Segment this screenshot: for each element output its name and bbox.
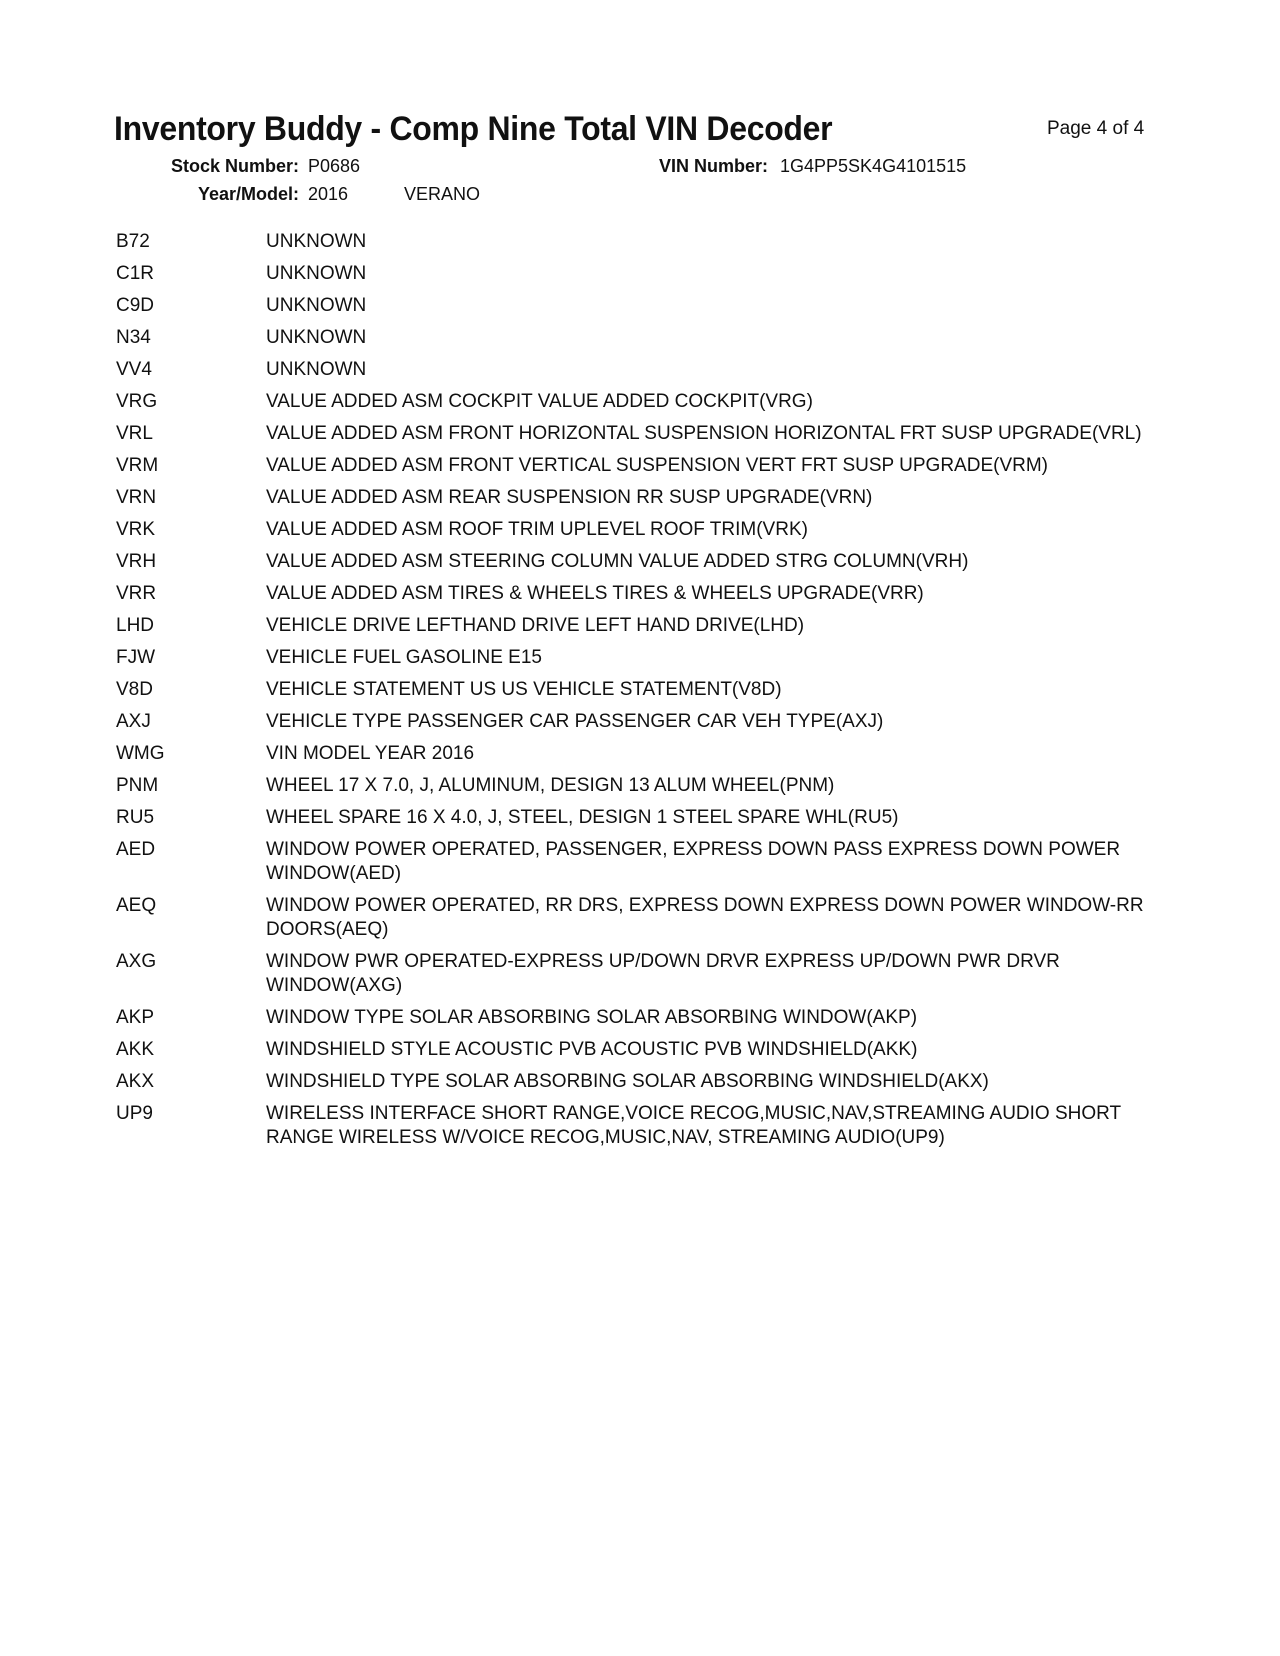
option-row [116, 1102, 1176, 1150]
option-code: VRN [116, 487, 157, 508]
option-row [116, 422, 1176, 446]
option-description: WINDOW POWER OPERATED, PASSENGER, EXPRESS DOWN PASS EXPRESS DOWN POWER WINDOW(AED) [266, 839, 1121, 884]
option-code: PNM [116, 775, 159, 796]
option-code: VRK [116, 519, 156, 540]
option-description: UNKNOWN [266, 263, 367, 284]
option-row [116, 486, 1176, 510]
option-description: VALUE ADDED ASM STEERING COLUMN VALUE ADDED STRG COLUMN(VRH) [266, 551, 969, 572]
option-description: VEHICLE TYPE PASSENGER CAR PASSENGER CAR VEH TYPE(AXJ) [266, 711, 884, 732]
stock-number-value: P0686 [308, 156, 361, 176]
option-description: WINDSHIELD STYLE ACOUSTIC PVB ACOUSTIC PVB WINDSHIELD(AKK) [266, 1039, 918, 1060]
option-description: WINDOW TYPE SOLAR ABSORBING SOLAR ABSORBING WINDOW(AKP) [266, 1007, 918, 1028]
option-code: AKK [116, 1039, 155, 1060]
option-row [116, 454, 1176, 478]
option-code: V8D [116, 679, 153, 700]
option-description: UNKNOWN [266, 295, 367, 316]
document-title: Inventory Buddy - Comp Nine Total VIN Decoder [114, 110, 833, 148]
option-code: AEQ [116, 895, 157, 916]
option-row [116, 614, 1176, 638]
year-value: 2016 [308, 184, 349, 204]
option-code: UP9 [116, 1103, 153, 1124]
option-row [116, 1070, 1176, 1094]
option-description: VALUE ADDED ASM FRONT HORIZONTAL SUSPENSION HORIZONTAL FRT SUSP UPGRADE(VRL) [266, 423, 1142, 444]
option-row [116, 742, 1176, 766]
option-code: FJW [116, 647, 156, 668]
option-code: B72 [116, 231, 150, 252]
year-model-label: Year/Model: [197, 184, 299, 204]
option-row [116, 230, 1176, 254]
option-code: VRH [116, 551, 157, 572]
option-description: VALUE ADDED ASM COCKPIT VALUE ADDED COCKPIT(VRG) [266, 391, 813, 412]
option-code: LHD [116, 615, 155, 636]
option-row [116, 1006, 1176, 1030]
model-value: VERANO [404, 184, 481, 204]
page-number: Page 4 of 4 [1047, 118, 1145, 139]
option-row [116, 806, 1176, 830]
option-description: VALUE ADDED ASM REAR SUSPENSION RR SUSP UPGRADE(VRN) [266, 487, 873, 508]
option-code: VRM [116, 455, 159, 476]
option-description: VALUE ADDED ASM FRONT VERTICAL SUSPENSION VERT FRT SUSP UPGRADE(VRM) [266, 455, 1048, 476]
option-description: WIRELESS INTERFACE SHORT RANGE,VOICE RECOG,MUSIC,NAV,STREAMING AUDIO SHORT RANGE WIRELESS W/VOICE RECOG,MUSIC,NAV, STREAMING AUDIO(UP9) [266, 1103, 1121, 1148]
option-code: VRR [116, 583, 157, 604]
option-row [116, 646, 1176, 670]
option-row [116, 678, 1176, 702]
vin-number-value: 1G4PP5SK4G4101515 [780, 156, 967, 176]
option-code: C9D [116, 295, 155, 316]
option-description: VALUE ADDED ASM TIRES & WHEELS TIRES & WHEELS UPGRADE(VRR) [266, 583, 924, 604]
option-description: UNKNOWN [266, 327, 367, 348]
option-code: AKP [116, 1007, 155, 1028]
option-row [116, 710, 1176, 734]
option-description: WHEEL 17 X 7.0, J, ALUMINUM, DESIGN 13 ALUM WHEEL(PNM) [266, 775, 835, 796]
option-description: UNKNOWN [266, 231, 367, 252]
option-row [116, 894, 1176, 942]
option-code: C1R [116, 263, 155, 284]
option-row [116, 518, 1176, 542]
option-description: VEHICLE STATEMENT US US VEHICLE STATEMENT(V8D) [266, 679, 782, 700]
option-code-list [116, 230, 1176, 1158]
option-row [116, 326, 1176, 350]
option-code: VRL [116, 423, 153, 444]
option-description: WHEEL SPARE 16 X 4.0, J, STEEL, DESIGN 1 STEEL SPARE WHL(RU5) [266, 807, 899, 828]
option-description: VEHICLE FUEL GASOLINE E15 [266, 647, 542, 668]
stock-number-label: Stock Number: [170, 156, 299, 176]
option-code: AXG [116, 951, 157, 972]
option-code: VV4 [116, 359, 152, 380]
option-row [116, 1038, 1176, 1062]
option-description: WINDOW POWER OPERATED, RR DRS, EXPRESS DOWN EXPRESS DOWN POWER WINDOW-RR DOORS(AEQ) [266, 895, 1144, 940]
vin-number-label: VIN Number: [658, 156, 768, 176]
option-row [116, 262, 1176, 286]
option-description: UNKNOWN [266, 359, 367, 380]
option-description: VEHICLE DRIVE LEFTHAND DRIVE LEFT HAND DRIVE(LHD) [266, 615, 805, 636]
option-code: AED [116, 839, 156, 860]
option-description: WINDSHIELD TYPE SOLAR ABSORBING SOLAR ABSORBING WINDSHIELD(AKX) [266, 1071, 989, 1092]
option-row [116, 950, 1176, 998]
option-row [116, 838, 1176, 886]
option-code: WMG [116, 743, 165, 764]
option-code: AXJ [116, 711, 151, 732]
option-code: AKX [116, 1071, 155, 1092]
option-code: RU5 [116, 807, 155, 828]
option-row [116, 358, 1176, 382]
option-description: VIN MODEL YEAR 2016 [266, 743, 475, 764]
option-code: VRG [116, 391, 158, 412]
option-row [116, 774, 1176, 798]
option-description: WINDOW PWR OPERATED-EXPRESS UP/DOWN DRVR EXPRESS UP/DOWN PWR DRVR WINDOW(AXG) [266, 951, 1060, 996]
option-row [116, 390, 1176, 414]
option-row [116, 582, 1176, 606]
option-description: VALUE ADDED ASM ROOF TRIM UPLEVEL ROOF TRIM(VRK) [266, 519, 808, 540]
option-code: N34 [116, 327, 151, 348]
option-row [116, 550, 1176, 574]
option-row [116, 294, 1176, 318]
